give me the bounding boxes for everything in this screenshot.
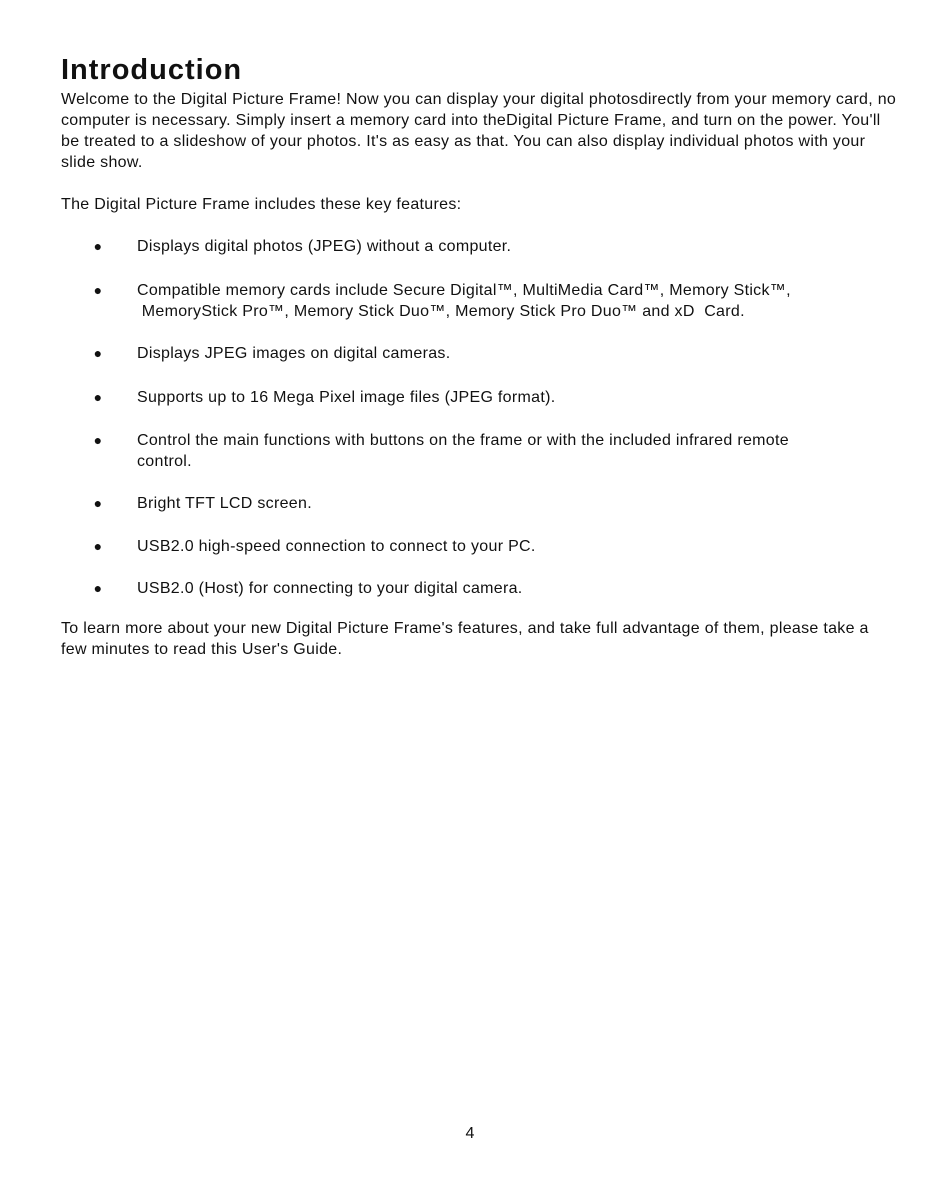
bullet-icon: ● — [93, 538, 103, 554]
bullet-icon: ● — [93, 432, 103, 448]
bullet-icon: ● — [93, 238, 103, 254]
intro-paragraph: Welcome to the Digital Picture Frame! Now you can display your digital photosdirectly from your memory card, no computer is necessary. Simply insert a memory card into theDigital Picture Frame, and turn on the power. You'll be treated to a slideshow of your photos. It's as easy as that. You can also display individual photos with your slide show. — [61, 91, 897, 171]
feature-text: Compatible memory cards include Secure Digital™, MultiMedia Card™, Memory Stick™, MemoryStick Pro™, Memory Stick Duo™, Memory Stick Pro Duo™ and xD Card. — [137, 282, 791, 320]
feature-text: Supports up to 16 Mega Pixel image files (JPEG format). — [137, 389, 556, 406]
feature-text: Control the main functions with buttons on the frame or with the included infrared remote control. — [137, 432, 789, 470]
bullet-icon: ● — [93, 389, 103, 405]
feature-text: Displays JPEG images on digital cameras. — [137, 345, 451, 362]
feature-text: Displays digital photos (JPEG) without a computer. — [137, 238, 512, 255]
bullet-icon: ● — [93, 282, 103, 298]
features-intro: The Digital Picture Frame includes these key features: — [61, 196, 462, 213]
bullet-icon: ● — [93, 580, 103, 596]
page-title: Introduction — [61, 54, 243, 86]
bullet-icon: ● — [93, 345, 103, 361]
feature-text: USB2.0 (Host) for connecting to your digital camera. — [137, 580, 523, 597]
closing-paragraph: To learn more about your new Digital Picture Frame's features, and take full advantage of them, please take a few minutes to read this User's Guide. — [61, 620, 869, 658]
page-number: 4 — [465, 1125, 475, 1142]
feature-text: USB2.0 high-speed connection to connect to your PC. — [137, 538, 536, 555]
bullet-icon: ● — [93, 495, 103, 511]
feature-text: Bright TFT LCD screen. — [137, 495, 312, 512]
